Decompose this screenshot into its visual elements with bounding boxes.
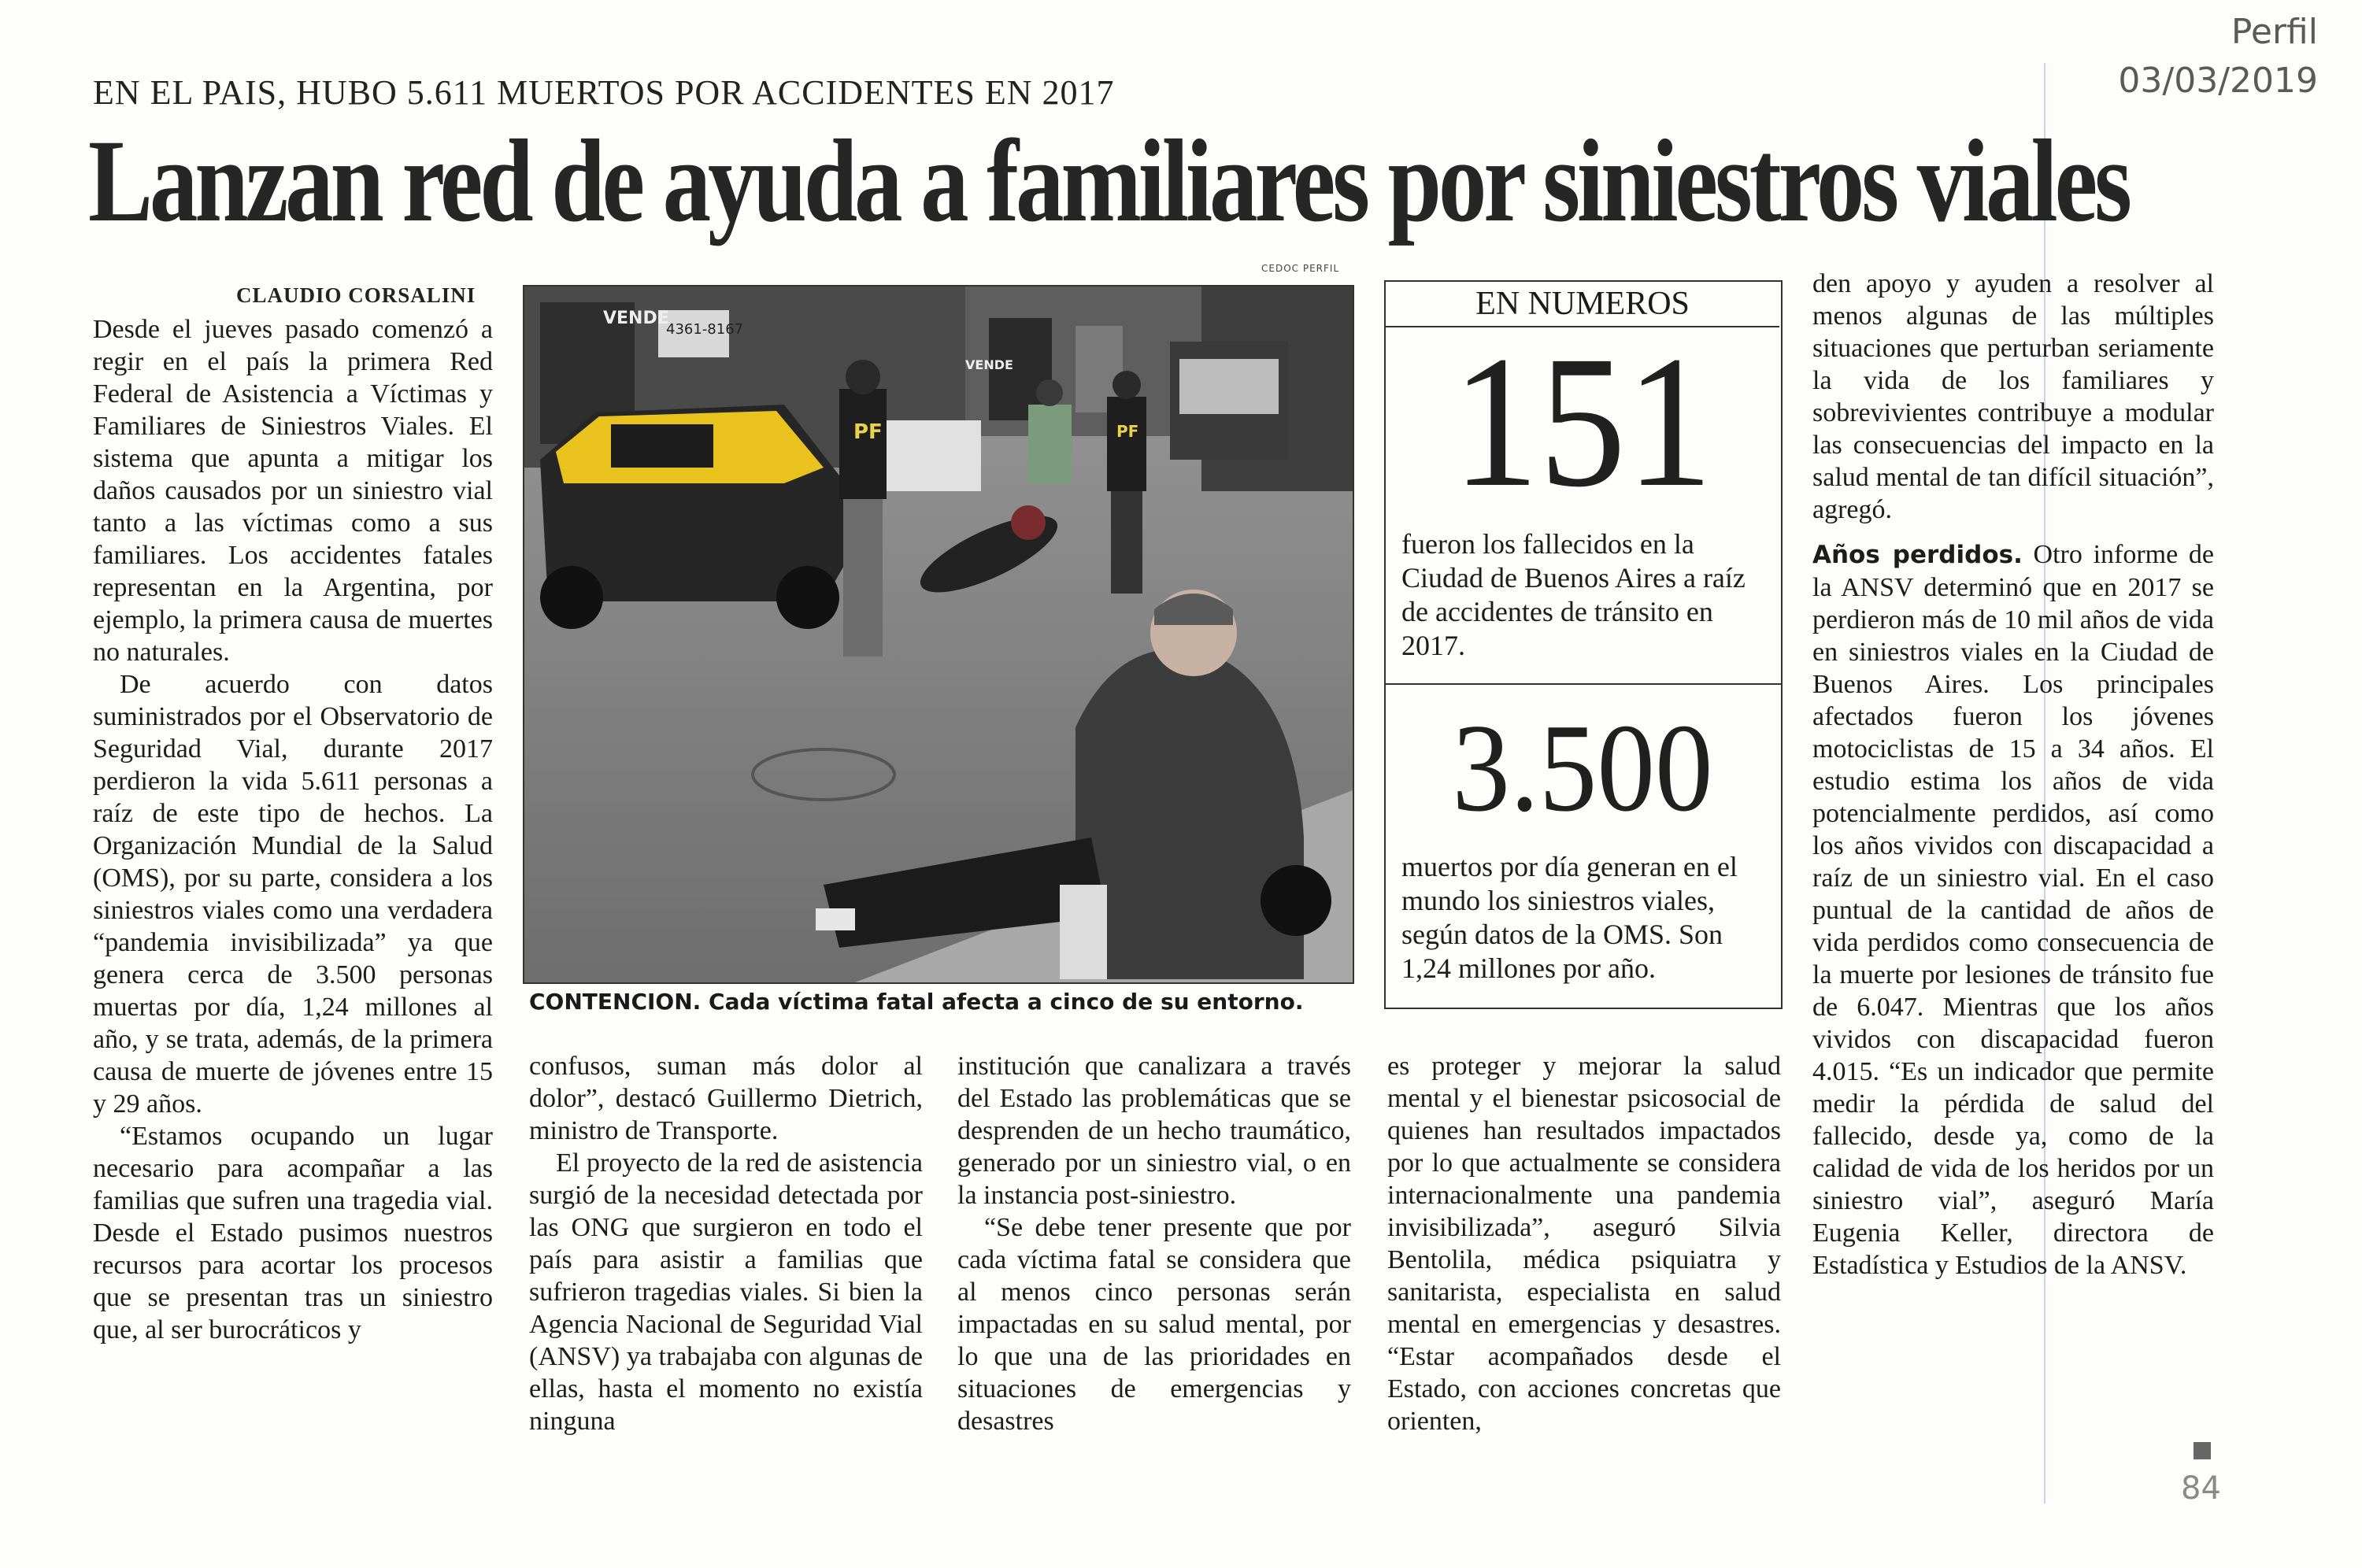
caption-label: CONTENCION. [529, 989, 702, 1015]
publication-name: Perfil [2231, 12, 2318, 52]
article-column-5 [1812, 268, 2214, 1281]
paragraph-text: Otro informe de la ANSV determinó que en 2017 se perdieron más de 10 mil años de vida en siniestros viales en la Ciudad de Buenos Aires. Los principales afectados fueron los jóvenes motociclistas de 15 a 34 años. El estudio estima los años de vida potencialmente perdidos, así como los años vividos con discapacidad a raíz de un siniestro vial. En el caso puntual de la cantidad de años de vida perdidos como consecuencia de la muerte por lesiones de tránsito fue de 6.047. Mientras que los años vividos con discapacidad fueron 4.015. “Es un indicador que permite medir la pérdida de salud del fallecido, desde ya, como de la calidad de vida de los heridos por un siniestro vial”, aseguró María Eugenia Keller, directora de Estadística y Estudios de la ANSV. [1812, 540, 2214, 1280]
photo-caption [529, 989, 1303, 1015]
paragraph: “Estamos ocupando un lugar necesario para acompañar a las familias que sufren una tragedia vial. Desde el Estado pusimos nuestros recursos para acortar los procesos que se presentan tras un siniestro que, al ser burocráticos y [93, 1122, 493, 1344]
photo-sign-vende-2: VENDE [965, 357, 1013, 372]
stat-text-151: fueron los fallecidos en la Ciudad de Buenos Aires a raíz de accidentes de tránsito en 2017. [1401, 528, 1746, 661]
photo-sign-phone: 4361-8167 [666, 321, 744, 338]
stat-value-3500: 3.500 [1452, 697, 1713, 838]
street-scene-image [524, 287, 1353, 982]
stat-value-151: 151 [1452, 316, 1713, 526]
article-photo [523, 285, 1354, 984]
article-kicker: EN EL PAIS, HUBO 5.611 MUERTOS POR ACCIDENTES EN 2017 [93, 73, 1115, 112]
article-column-4 [1387, 1050, 1781, 1437]
paragraph: confusos, suman más dolor al dolor”, destacó Guillermo Dietrich, ministro de Transporte. [529, 1052, 923, 1145]
paragraph: De acuerdo con datos suministrados por el Observatorio de Seguridad Vial, durante 2017 perdieron la vida 5.611 personas a raíz de este tipo de hechos. La Organización Mundial de la Salud (OMS), por su parte, considera a los siniestros viales como una verdadera “pandemia invisibilizada” ya que genera cerca de 3.500 personas muertas por día, 1,24 millones al año, y se trata, además, de la primera causa de muerte de jóvenes entre 15 y 29 años. [93, 670, 493, 1119]
paragraph: Desde el jueves pasado comenzó a regir en el país la primera Red Federal de Asistencia a Víctimas y Familiares de Siniestros Viales. El sistema que apunta a mitigar los daños causados por un siniestro vial tanto a las víctimas como a sus familiares. Los accidentes fatales representan en la Argentina, por ejemplo, la primera causa de muertes no naturales. [93, 315, 493, 667]
stat-text-3500: muertos por día generan en el mundo los siniestros viales, según datos de la OMS. Son 1,24 millones por año. [1401, 851, 1738, 984]
photo-credit: CEDOC PERFIL [1261, 263, 1340, 274]
photo-police-badge-2: PF [1116, 422, 1139, 441]
article-column-1 [93, 313, 493, 1346]
caption-text: Cada víctima fatal afecta a cinco de su entorno. [701, 989, 1304, 1015]
article-column-3 [957, 1050, 1351, 1437]
photo-police-badge-1: PF [853, 420, 883, 444]
section-subhead: Años perdidos. [1812, 541, 2023, 569]
article-headline: Lanzan red de ayuda a familiares por siniestros viales [88, 116, 2129, 246]
publication-date: 03/03/2019 [2118, 61, 2318, 101]
numbers-box-title: EN NUMEROS [1386, 282, 1779, 327]
paragraph [1812, 538, 2214, 1281]
paragraph: “Se debe tener presente que por cada víctima fatal se considera que al menos cinco personas serán impactadas en su salud mental, por lo que una de las prioridades en situaciones de emergencias y desastres [957, 1213, 1351, 1436]
paragraph: es proteger y mejorar la salud mental y el bienestar psicosocial de quienes han resultados impactados por lo que actualmente se considera internacionalmente una pandemia invisibilizada”, aseguró Silvia Bentolila, médica psiquiatra y sanitarista, especialista en salud mental en emergencias y desastres. “Estar acompañados desde el Estado, con acciones concretas que orienten, [1387, 1052, 1781, 1436]
paragraph: den apoyo y ayuden a resolver al menos algunas de las múltiples situaciones que perturban seriamente la vida de los familiares y sobrevivientes contribuye a modular las consecuencias del impacto en la salud mental de tan difícil situación”, agregó. [1812, 269, 2214, 524]
paragraph: El proyecto de la red de asistencia surgió de la necesidad detectada por las ONG que surgieron en todo el país para asistir a familias que sufrieron tragedias viales. Si bien la Agencia Nacional de Seguridad Vial (ANSV) ya trabajaba con algunas de ellas, hasta el momento no existía ninguna [529, 1148, 923, 1436]
photo-sign-vende: VENDE [603, 309, 669, 328]
article-column-2 [529, 1050, 923, 1437]
page-number: 84 [2181, 1470, 2221, 1507]
end-mark [2194, 1442, 2211, 1459]
paragraph: institución que canalizara a través del Estado las problemáticas que se desprenden de un hecho traumático, generado por un siniestro vial, o en la instancia post-siniestro. [957, 1052, 1351, 1210]
source-stamp [2118, 8, 2318, 105]
article-byline: CLAUDIO CORSALINI [236, 283, 476, 307]
